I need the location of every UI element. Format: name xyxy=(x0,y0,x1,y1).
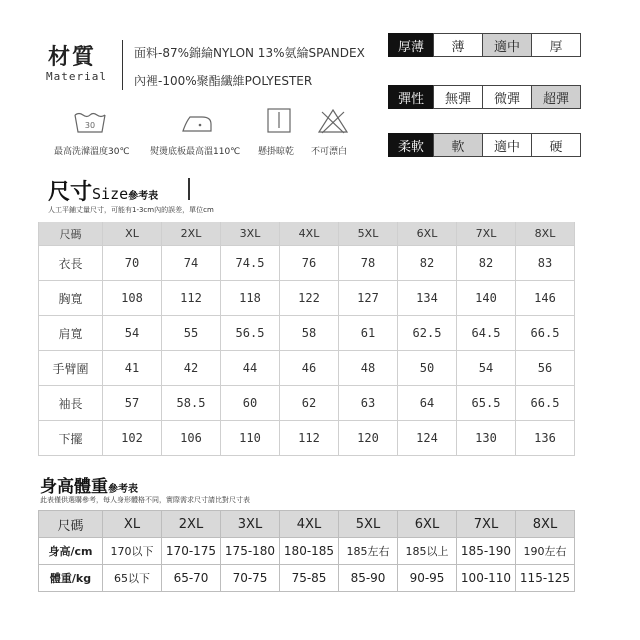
elasticity-scale xyxy=(388,85,581,109)
size-table-cell: 66.5 xyxy=(516,316,575,351)
body-table-cell: 85-90 xyxy=(339,565,398,592)
softness-option-soft: 軟 xyxy=(433,133,483,157)
size-table-row xyxy=(39,246,575,281)
size-table-row xyxy=(39,316,575,351)
body-table-header-size: 8XL xyxy=(516,511,575,538)
size-table-header-size: 7XL xyxy=(457,222,516,246)
thickness-scale xyxy=(388,33,581,57)
wash-30-icon xyxy=(73,110,107,136)
size-table-cell: 55 xyxy=(162,316,221,351)
size-title-main: 尺寸 xyxy=(48,180,93,205)
size-table-cell: 58 xyxy=(280,316,339,351)
size-table-cell: 46 xyxy=(280,351,339,386)
care-label-hang: 懸掛晾乾 xyxy=(258,147,295,157)
body-table-header-size: 2XL xyxy=(162,511,221,538)
size-table-cell: 120 xyxy=(339,421,398,456)
body-table-header-row xyxy=(39,511,575,538)
elasticity-option-slight: 微彈 xyxy=(482,85,532,109)
size-table-cell: 106 xyxy=(162,421,221,456)
body-table xyxy=(38,510,575,592)
body-table-cell: 115-125 xyxy=(516,565,575,592)
size-table-row xyxy=(39,421,575,456)
body-table-header-size: 6XL xyxy=(398,511,457,538)
size-table-cell: 108 xyxy=(103,281,162,316)
size-table-cell: 83 xyxy=(516,246,575,281)
size-table-row xyxy=(39,281,575,316)
body-table-cell: 175-180 xyxy=(221,538,280,565)
size-table-row-label: 肩寬 xyxy=(39,316,103,351)
size-table-cell: 61 xyxy=(339,316,398,351)
body-title-suffix: 參考表 xyxy=(108,484,138,495)
size-table-cell: 64.5 xyxy=(457,316,516,351)
size-table-row-label: 袖長 xyxy=(39,386,103,421)
care-label-wash: 最高洗滌溫度30℃ xyxy=(54,147,130,157)
size-title-suffix: 參考表 xyxy=(128,191,159,202)
size-table-cell: 146 xyxy=(516,281,575,316)
elasticity-option-none: 無彈 xyxy=(433,85,483,109)
thickness-label: 厚薄 xyxy=(388,33,434,57)
size-table-cell: 140 xyxy=(457,281,516,316)
thickness-option-thick: 厚 xyxy=(531,33,581,57)
body-table-header-size: 3XL xyxy=(221,511,280,538)
size-table-cell: 57 xyxy=(103,386,162,421)
fabric-outer: 面料-87%錦綸NYLON 13%氨綸SPANDEX xyxy=(134,46,365,60)
size-table-cell: 70 xyxy=(103,246,162,281)
size-table-row-label: 胸寬 xyxy=(39,281,103,316)
size-table xyxy=(38,222,575,456)
size-table-cell: 130 xyxy=(457,421,516,456)
body-table-cell: 70-75 xyxy=(221,565,280,592)
size-table-cell: 62.5 xyxy=(398,316,457,351)
thickness-option-thin: 薄 xyxy=(433,33,483,57)
size-table-cell: 54 xyxy=(457,351,516,386)
size-table-header-size: 4XL xyxy=(280,222,339,246)
body-table-cell: 170以下 xyxy=(103,538,162,565)
size-table-cell: 50 xyxy=(398,351,457,386)
body-table-cell: 185-190 xyxy=(457,538,516,565)
body-table-cell: 185左右 xyxy=(339,538,398,565)
body-table-cell: 190左右 xyxy=(516,538,575,565)
size-table-row xyxy=(39,386,575,421)
size-table-cell: 63 xyxy=(339,386,398,421)
size-table-cell: 78 xyxy=(339,246,398,281)
size-table-cell: 58.5 xyxy=(162,386,221,421)
size-table-cell: 74 xyxy=(162,246,221,281)
size-table-cell: 56.5 xyxy=(221,316,280,351)
size-table-cell: 42 xyxy=(162,351,221,386)
body-table-cell: 180-185 xyxy=(280,538,339,565)
softness-option-medium: 適中 xyxy=(482,133,532,157)
size-table-row-label: 下擺 xyxy=(39,421,103,456)
size-table-cell: 56 xyxy=(516,351,575,386)
size-table-cell: 41 xyxy=(103,351,162,386)
body-table-cell: 170-175 xyxy=(162,538,221,565)
body-table-header-size: 5XL xyxy=(339,511,398,538)
size-table-cell: 76 xyxy=(280,246,339,281)
size-table-header-size: 5XL xyxy=(339,222,398,246)
size-table-header-size: XL xyxy=(103,222,162,246)
body-chart-title xyxy=(40,472,138,497)
size-table-header-size: 8XL xyxy=(516,222,575,246)
size-table-header-size: 6XL xyxy=(398,222,457,246)
iron-icon xyxy=(180,110,214,136)
size-table-cell: 60 xyxy=(221,386,280,421)
size-table-cell: 82 xyxy=(457,246,516,281)
body-table-header-label: 尺碼 xyxy=(39,511,103,538)
size-table-header-size: 2XL xyxy=(162,222,221,246)
size-chart-title xyxy=(48,175,158,206)
body-table-header-size: 7XL xyxy=(457,511,516,538)
body-chart-note: 此表僅供選購參考，每人身形體格不同，實際需求尺寸請比對尺寸表 xyxy=(40,496,250,504)
size-table-header-row xyxy=(39,222,575,246)
size-table-cell: 112 xyxy=(162,281,221,316)
elasticity-option-super: 超彈 xyxy=(531,85,581,109)
size-table-row xyxy=(39,351,575,386)
softness-label: 柔軟 xyxy=(388,133,434,157)
size-table-cell: 64 xyxy=(398,386,457,421)
size-table-cell: 74.5 xyxy=(221,246,280,281)
care-label-iron: 熨燙底板最高溫110℃ xyxy=(150,147,241,157)
size-table-header-label: 尺碼 xyxy=(39,222,103,246)
size-table-header-size: 3XL xyxy=(221,222,280,246)
size-table-cell: 66.5 xyxy=(516,386,575,421)
body-table-row xyxy=(39,565,575,592)
body-table-cell: 75-85 xyxy=(280,565,339,592)
size-table-cell: 110 xyxy=(221,421,280,456)
body-table-header-size: 4XL xyxy=(280,511,339,538)
body-table-cell: 185以上 xyxy=(398,538,457,565)
wash-temp-text: 30 xyxy=(84,121,96,130)
body-title-main: 身高體重 xyxy=(40,477,108,497)
body-table-row xyxy=(39,538,575,565)
softness-scale xyxy=(388,133,581,157)
material-subtitle: Material xyxy=(46,70,107,83)
body-table-cell: 100-110 xyxy=(457,565,516,592)
elasticity-label: 彈性 xyxy=(388,85,434,109)
size-table-cell: 65.5 xyxy=(457,386,516,421)
size-table-cell: 54 xyxy=(103,316,162,351)
body-table-cell: 90-95 xyxy=(398,565,457,592)
no-bleach-icon xyxy=(316,108,350,134)
softness-option-hard: 硬 xyxy=(531,133,581,157)
body-table-row-label: 體重/kg xyxy=(39,565,103,592)
size-chart-note: 人工平鋪丈量尺寸，可能有1-3cm內的誤差，單位cm xyxy=(48,206,214,214)
size-table-cell: 82 xyxy=(398,246,457,281)
size-table-cell: 134 xyxy=(398,281,457,316)
size-table-cell: 124 xyxy=(398,421,457,456)
care-label-bleach: 不可漂白 xyxy=(311,147,348,157)
size-table-row-label: 手臂圍 xyxy=(39,351,103,386)
fabric-lining: 內裡-100%聚酯纖維POLYESTER xyxy=(134,74,313,88)
size-table-cell: 127 xyxy=(339,281,398,316)
size-table-cell: 102 xyxy=(103,421,162,456)
size-table-row-label: 衣長 xyxy=(39,246,103,281)
size-table-cell: 118 xyxy=(221,281,280,316)
size-title-divider xyxy=(188,178,190,200)
hang-dry-icon xyxy=(262,108,296,134)
thickness-option-medium: 適中 xyxy=(482,33,532,57)
size-table-cell: 62 xyxy=(280,386,339,421)
size-table-cell: 136 xyxy=(516,421,575,456)
material-title: 材質 xyxy=(48,45,97,70)
body-table-cell: 65以下 xyxy=(103,565,162,592)
size-table-cell: 44 xyxy=(221,351,280,386)
body-table-row-label: 身高/cm xyxy=(39,538,103,565)
size-table-cell: 112 xyxy=(280,421,339,456)
body-table-cell: 65-70 xyxy=(162,565,221,592)
body-table-header-size: XL xyxy=(103,511,162,538)
size-table-cell: 48 xyxy=(339,351,398,386)
size-table-cell: 122 xyxy=(280,281,339,316)
material-divider xyxy=(122,40,123,90)
size-title-en: Size xyxy=(92,185,129,203)
